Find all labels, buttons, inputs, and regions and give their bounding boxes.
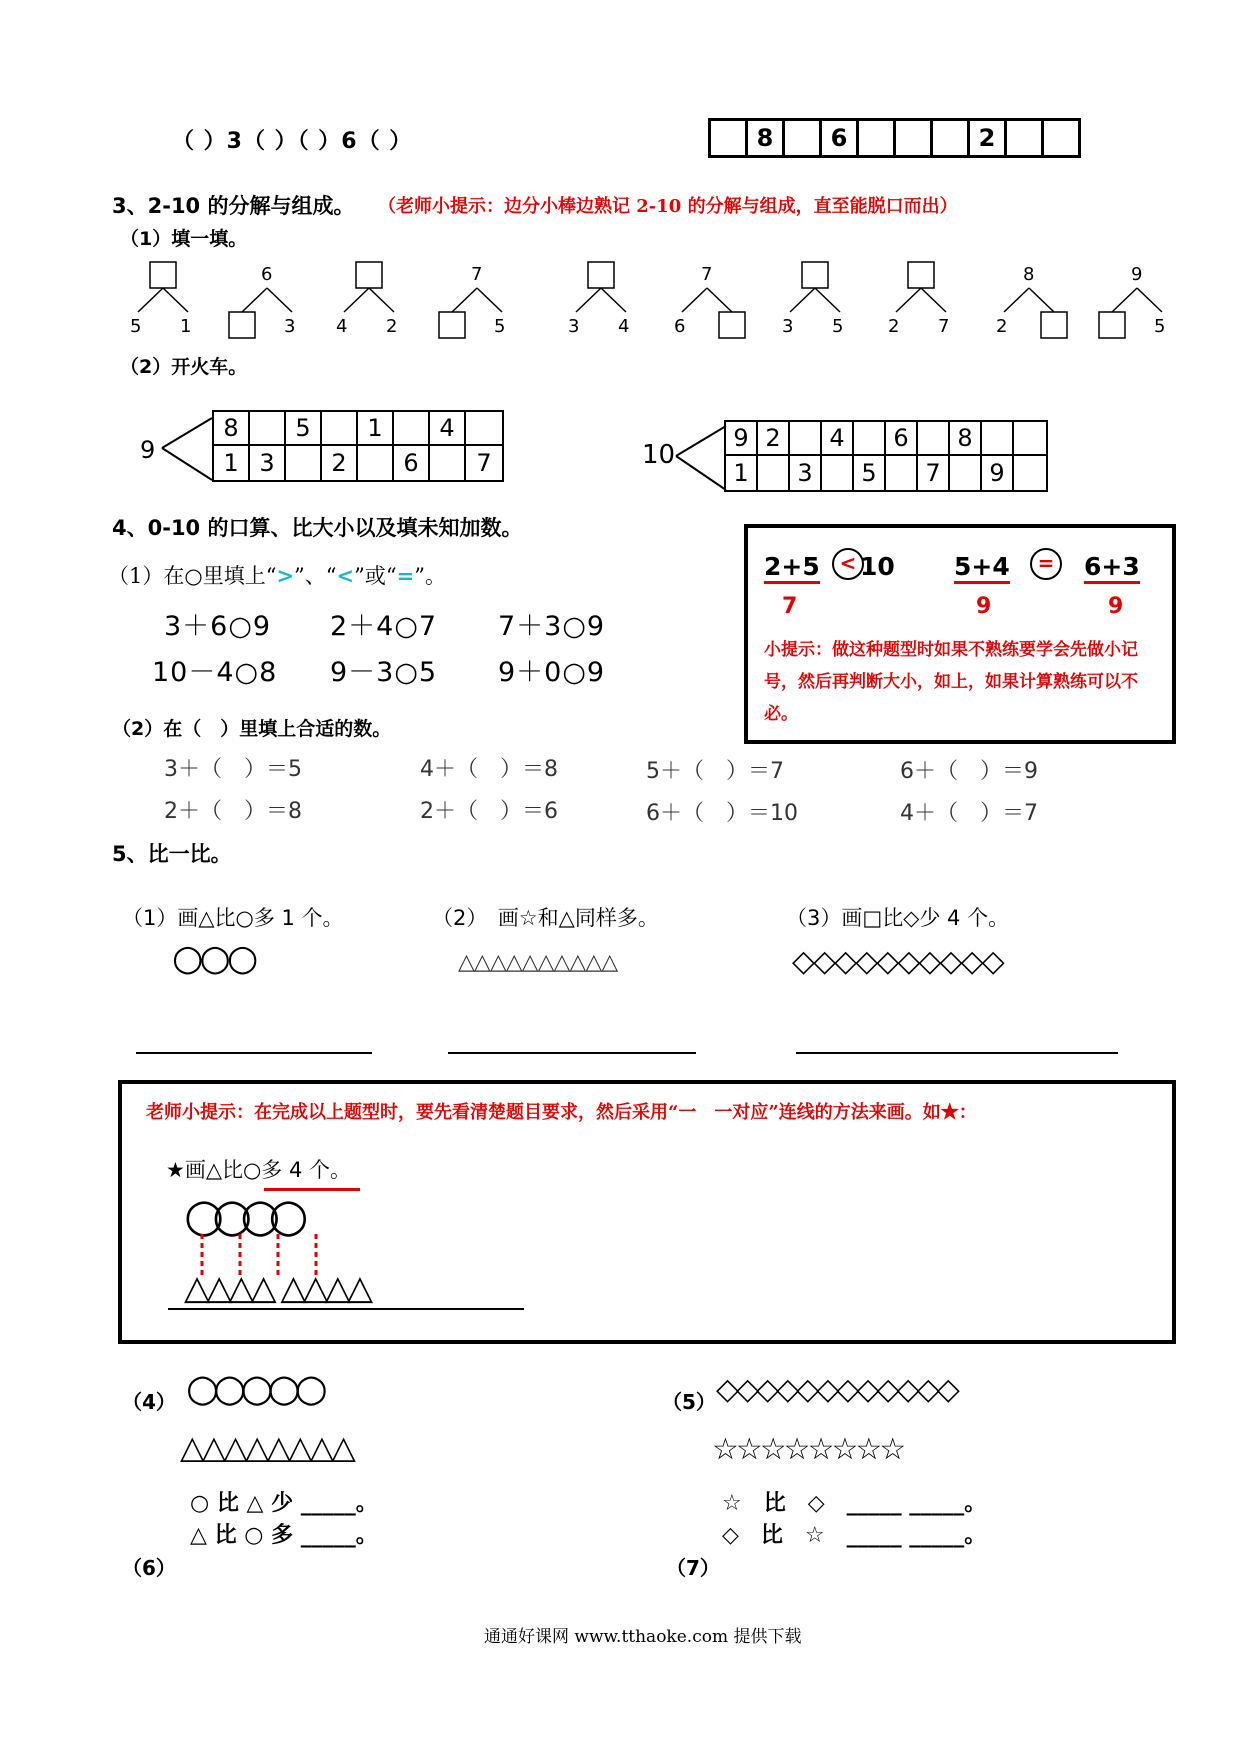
compare-item: 7＋3○9 xyxy=(498,611,606,642)
hint-op1: < xyxy=(832,548,864,580)
train-cell: 4 xyxy=(822,422,854,456)
tree-number-r: 5 xyxy=(494,316,506,337)
decomposition-tree xyxy=(324,258,414,348)
train-cell xyxy=(950,456,982,490)
q4-triangles: △△△△△△△△ xyxy=(180,1428,353,1466)
fill-item: 3＋（ ）＝5 xyxy=(164,757,302,782)
tree-number-top: 6 xyxy=(261,264,273,285)
train-cell: 5 xyxy=(286,412,322,446)
number-cell xyxy=(785,121,822,155)
compare-item: 3＋6○9 xyxy=(164,611,272,642)
number-cell xyxy=(859,121,896,155)
compare-item: 9－3○5 xyxy=(330,657,438,688)
number-cells xyxy=(708,118,1081,158)
lt-symbol: < xyxy=(336,563,355,588)
tip-box xyxy=(118,1080,1176,1344)
tree-number-r: 2 xyxy=(386,316,398,337)
tree-number-r: 7 xyxy=(938,316,950,337)
train-cell xyxy=(358,446,394,480)
train-cell: 7 xyxy=(476,449,492,477)
decomposition-tree xyxy=(1092,258,1182,348)
compare-item: 10－4○8 xyxy=(152,657,278,688)
tree-number-l: 2 xyxy=(996,316,1008,337)
train-cell xyxy=(250,412,286,446)
q6-label: （6） xyxy=(122,1556,176,1580)
hint-text: 小提示：做这种题型时如果不熟练要学会先做小记号，然后再判断大小，如上，如果计算熟练可以不必。 xyxy=(764,640,1138,724)
q4-label: （4） xyxy=(122,1390,176,1414)
fill-item: 2＋（ ）＝6 xyxy=(420,799,558,824)
blank-box xyxy=(439,312,465,338)
section-3-hint: （老师小提示：边分小棒边熟记 2-10 的分解与组成，直至能脱口而出） xyxy=(378,196,958,217)
decomposition-tree xyxy=(118,258,208,348)
tree-number-r: 4 xyxy=(618,316,630,337)
hint-v1: 7 xyxy=(782,594,798,619)
q1-answer-line xyxy=(136,1052,372,1054)
section-4-sub2: （2）在（ ）里填上合适的数。 xyxy=(112,718,392,740)
train-cell xyxy=(758,456,790,490)
hint-op2: = xyxy=(1030,548,1062,580)
decomposition-tree xyxy=(556,258,646,348)
train2-grid xyxy=(724,420,1048,492)
train-cell: 8 xyxy=(950,422,982,456)
train-cell xyxy=(430,446,466,480)
tree-number-l: 4 xyxy=(336,316,348,337)
section-5-title: 5、比一比。 xyxy=(112,842,232,866)
tree-number-r: 3 xyxy=(284,316,296,337)
compare-item: 2＋4○7 xyxy=(330,611,438,642)
number-cell xyxy=(896,121,933,155)
example-triangles: △△△△ △△△△ xyxy=(184,1268,370,1308)
tree-number-top: 8 xyxy=(1023,264,1035,285)
q4-line2: △ 比 ○ 多 _____。 xyxy=(190,1523,378,1548)
blank-box xyxy=(1041,312,1067,338)
tree-number-l: 3 xyxy=(782,316,794,337)
train-cell xyxy=(394,412,430,446)
section-4-sub1 xyxy=(108,560,446,590)
train-cell: 6 xyxy=(886,422,918,456)
train-cell: 3 xyxy=(250,446,286,480)
eq-symbol: = xyxy=(396,563,415,588)
train-cell: 8 xyxy=(214,412,250,446)
number-cell xyxy=(1044,121,1078,155)
section-3-sub2: （2）开火车。 xyxy=(120,356,248,378)
sub1-text-d: ”。 xyxy=(414,564,446,588)
train1-grid xyxy=(212,410,504,482)
blank-box xyxy=(1099,312,1125,338)
q2-triangles: △△△△△△△△△△ xyxy=(458,950,618,975)
decomposition-tree xyxy=(984,258,1074,348)
train-cell xyxy=(1014,422,1046,456)
tree-number-l: 6 xyxy=(674,316,686,337)
train-cell xyxy=(918,422,950,456)
blank-box xyxy=(719,312,745,338)
train-cell: 1 xyxy=(726,456,758,490)
train-cell: 6 xyxy=(394,446,430,480)
sub1-text-b: ”、“ xyxy=(294,564,337,588)
blank-box xyxy=(229,312,255,338)
train-cell: 2 xyxy=(758,422,790,456)
train-cell xyxy=(886,456,918,490)
fill-item: 6＋（ ）＝9 xyxy=(900,759,1038,784)
tree-number-r: 5 xyxy=(832,316,844,337)
section-3-sub1: （1）填一填。 xyxy=(120,228,248,250)
decomposition-tree xyxy=(876,258,966,348)
train2-number: 10 xyxy=(642,440,676,470)
train-cell xyxy=(1014,456,1046,490)
hint-box xyxy=(744,524,1176,744)
number-cell: 2 xyxy=(970,121,1007,155)
fill-item: 6＋（ ）＝10 xyxy=(646,801,798,826)
hint-expr3: 6+3 xyxy=(1084,552,1140,584)
decomposition-tree xyxy=(662,258,752,348)
q3-diamonds: ◇◇◇◇◇◇◇◇◇◇ xyxy=(792,944,1003,979)
train-cell: 1 xyxy=(214,446,250,480)
q3-answer-line xyxy=(796,1052,1118,1054)
train-cell: 9 xyxy=(982,456,1014,490)
hint-v3: 9 xyxy=(1108,594,1124,619)
tree-number-l: 5 xyxy=(130,316,142,337)
section-3-title: 3、2-10 的分解与组成。 xyxy=(112,194,355,218)
sub1-text-c: ”或“ xyxy=(354,564,397,588)
example-circles: ○○○○ xyxy=(184,1188,297,1242)
q5-line1: ☆ 比 ◇ _____ _____。 xyxy=(722,1491,987,1516)
q5-label: （5） xyxy=(662,1390,716,1414)
q5-stars: ☆☆☆☆☆☆☆☆ xyxy=(712,1432,904,1467)
hint-expr1: 2+5 xyxy=(764,552,820,584)
tree-number-top: 7 xyxy=(701,264,713,285)
gt-symbol: > xyxy=(276,563,295,588)
hint-v2: 9 xyxy=(976,594,992,619)
train-cell: 5 xyxy=(854,456,886,490)
q7-label: （7） xyxy=(666,1556,720,1580)
number-cell xyxy=(933,121,970,155)
train-cell xyxy=(322,412,358,446)
tree-number-top: 7 xyxy=(471,264,483,285)
blank-box xyxy=(802,262,828,288)
tree-number-l: 2 xyxy=(888,316,900,337)
q1-circles: ○○○ xyxy=(172,938,255,979)
fill-item: 4＋（ ）＝8 xyxy=(420,757,558,782)
example-baseline xyxy=(168,1308,524,1310)
q5-line2: ◇ 比 ☆ _____ _____。 xyxy=(722,1523,987,1548)
hint-expr2: 5+4 xyxy=(954,552,1010,584)
train-cell: 4 xyxy=(430,412,466,446)
hint-r1: 10 xyxy=(860,552,895,581)
blank-box xyxy=(908,262,934,288)
question-1: （1）画△比○多 1 个。 xyxy=(122,906,344,930)
tip-text: 老师小提示：在完成以上题型时，要先看清楚题目要求，然后采用“一 一对应”连线的方法来画。如★： xyxy=(146,1102,977,1123)
number-cell: 8 xyxy=(748,121,785,155)
q2-answer-line xyxy=(448,1052,696,1054)
q5-diamonds: ◇◇◇◇◇◇◇◇◇◇◇◇ xyxy=(716,1372,957,1407)
number-sequence: （ ）3（ ）（ ）6（ ） xyxy=(172,129,413,154)
section-4-title: 4、0-10 的口算、比大小以及填未知加数。 xyxy=(112,516,523,540)
sub1-text-a: 在○里填上“ xyxy=(163,564,277,588)
number-cell: 6 xyxy=(822,121,859,155)
number-cell xyxy=(711,121,748,155)
tree-number-l: 3 xyxy=(568,316,580,337)
train-cell xyxy=(466,412,502,446)
train-cell: 1 xyxy=(358,412,394,446)
train-cell: 9 xyxy=(726,422,758,456)
compare-item: 9＋0○9 xyxy=(498,657,606,688)
blank-box xyxy=(588,262,614,288)
train-cell xyxy=(286,446,322,480)
train-cell: 3 xyxy=(790,456,822,490)
question-2: （2） 画☆和△同样多。 xyxy=(432,906,659,930)
number-cell xyxy=(1007,121,1044,155)
tree-number-r: 5 xyxy=(1154,316,1166,337)
train-cell xyxy=(822,456,854,490)
train-cell xyxy=(982,422,1014,456)
fill-item: 4＋（ ）＝7 xyxy=(900,801,1038,826)
example-title: ★画△比○多 4 个。 xyxy=(166,1158,352,1182)
train1-number: 9 xyxy=(140,436,156,464)
train-cell xyxy=(790,422,822,456)
train-cell: 7 xyxy=(918,456,950,490)
fill-item: 2＋（ ）＝8 xyxy=(164,799,302,824)
decomposition-tree xyxy=(432,258,522,348)
sub1-prefix: （1） xyxy=(108,564,164,588)
blank-box xyxy=(356,262,382,288)
blank-box xyxy=(150,262,176,288)
question-3: （3）画□比◇少 4 个。 xyxy=(786,906,1010,930)
footer: 通通好课网 www.tthaoke.com 提供下载 xyxy=(484,1627,802,1647)
train-cell: 2 xyxy=(322,446,358,480)
q4-circles: ○○○○○ xyxy=(186,1366,322,1410)
fill-item: 5＋（ ）＝7 xyxy=(646,759,784,784)
decomposition-tree xyxy=(222,258,312,348)
decomposition-tree xyxy=(770,258,860,348)
tree-number-top: 9 xyxy=(1131,264,1143,285)
train2-arrow xyxy=(672,418,728,500)
train-cell xyxy=(854,422,886,456)
train1-arrow xyxy=(158,410,214,490)
q4-line1: ○ 比 △ 少 _____。 xyxy=(190,1491,378,1516)
tree-number-r: 1 xyxy=(180,316,192,337)
